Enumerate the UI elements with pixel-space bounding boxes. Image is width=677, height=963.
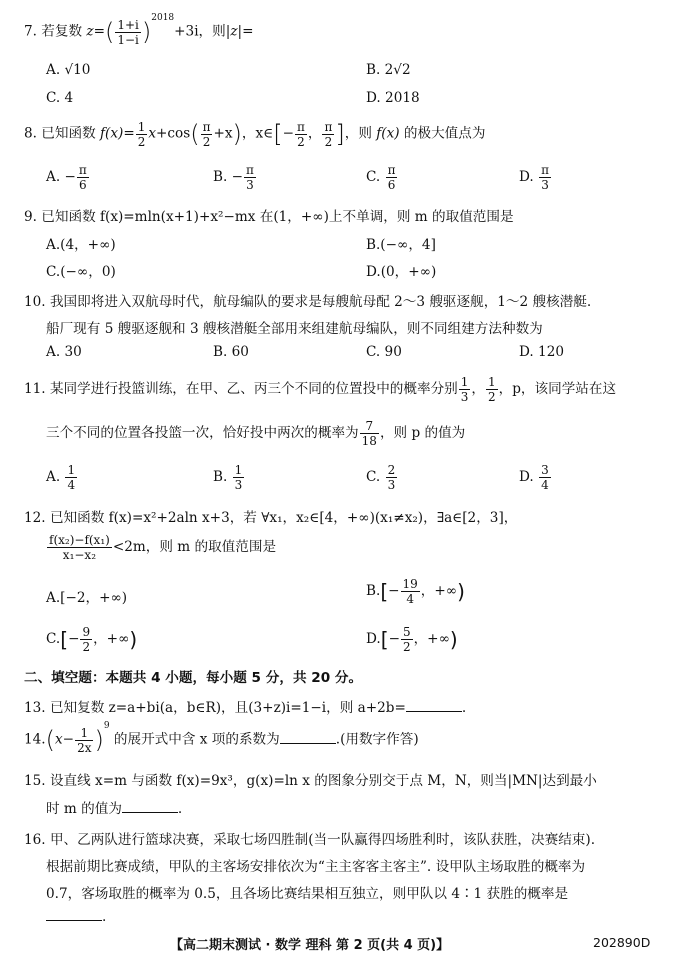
q11-line1: [24, 376, 616, 403]
q11-line2-end: ，则 p 的值为: [379, 425, 466, 441]
q15-line2-text: 时 m 的值为: [46, 801, 122, 817]
q16-line4: [46, 908, 106, 925]
q8-half-den: 2: [137, 134, 146, 149]
q11-frac3: [360, 420, 379, 447]
q16-line3: 0.7，客场取胜的概率为 0.5，且各场比赛结果相互独立，则甲队以 4∶1 获胜的概率是: [46, 886, 569, 902]
q12-option-a: A.[−2，+∞): [46, 590, 128, 606]
q12-option-c-label: C.: [46, 631, 61, 647]
q8-option-d-frac: [539, 164, 551, 191]
q12-option-c-neg: −: [68, 631, 80, 647]
q11-option-c-label: C.: [366, 469, 385, 485]
q8-option-c-den: 6: [387, 178, 396, 192]
q7-stem-prefix: 7. 若复数: [24, 23, 87, 40]
q8-option-d-label: D.: [519, 169, 539, 185]
q8-neg: −: [282, 125, 294, 142]
q8-domain-comma: ，: [307, 125, 322, 142]
q11-option-c: [366, 464, 398, 491]
q12-option-d-open: [: [380, 627, 389, 652]
q11-option-d-frac: [539, 464, 551, 491]
q12-option-b-num: 19: [402, 577, 418, 591]
q11-frac1-den: 3: [460, 390, 469, 404]
q8-option-b-num: π: [246, 163, 254, 177]
q12-option-d: [366, 626, 458, 653]
q7-stem: [24, 12, 254, 47]
q8-bracket-close: ]: [335, 120, 345, 148]
q7-exponent: 2018: [151, 12, 175, 23]
q8-cos-arg: +x: [213, 125, 233, 142]
q8-domain-high-num: π: [324, 119, 333, 134]
q12-option-c: [46, 626, 137, 653]
q7-stem-end: =: [242, 23, 254, 40]
q12-option-d-tail: ，+∞: [413, 631, 450, 647]
q11-line2-prefix: 三个不同的位置各投篮一次，恰好投中两次的概率为: [46, 425, 359, 441]
q8-option-c-frac: [386, 164, 398, 191]
q8-x: x: [148, 125, 157, 142]
q8-option-c: [366, 164, 398, 191]
q8-domain-high: [322, 121, 334, 148]
q8-domain-low-num: π: [296, 119, 305, 134]
q12-option-d-neg: −: [388, 631, 400, 647]
q9-option-a: A.(4，+∞): [46, 237, 116, 253]
q7-paren-close: ): [141, 18, 152, 46]
q12-option-d-den: 2: [402, 640, 411, 654]
q7-stem-mid: +3i，则: [174, 23, 226, 40]
q12-option-c-frac: [80, 626, 92, 653]
q11-option-b: [213, 464, 245, 491]
q14-stem: [24, 720, 419, 755]
q11-option-a-label: A.: [46, 469, 65, 485]
q12-line2-text: <2m，则 m 的取值范围是: [112, 539, 277, 555]
q12-option-c-open: [: [60, 627, 69, 652]
q14-exponent: 9: [103, 720, 110, 731]
q11-option-d-label: D.: [519, 469, 539, 485]
q14-text-end: .(用数字作答): [335, 731, 419, 748]
q11-option-b-label: B.: [213, 469, 232, 485]
q12-option-b-tail: ，+∞: [420, 583, 458, 599]
q8-paren-open: (: [190, 120, 200, 148]
q8-pi-half-den: 2: [202, 134, 211, 149]
q12-line2: [46, 534, 276, 561]
q9-option-c: C.(−∞，0): [46, 264, 116, 280]
q14-frac-den: 2x: [77, 740, 92, 755]
q8-stem-end: 的极大值点为: [399, 125, 486, 142]
q8-option-d-num: π: [541, 163, 549, 177]
q12-option-b-frac: [401, 578, 420, 605]
q14-answer-blank[interactable]: [280, 731, 336, 744]
q12-option-c-tail: ，+∞: [93, 631, 130, 647]
q11-option-d: [519, 464, 552, 491]
q7-eq: =: [93, 23, 105, 40]
q16-period: .: [102, 909, 107, 925]
q13-stem: [24, 696, 466, 716]
q10-option-b: B. 60: [213, 344, 249, 360]
q8-domain: ，x∈: [241, 125, 274, 142]
q8-domain-high-den: 2: [324, 134, 333, 149]
q11-option-b-den: 3: [234, 478, 243, 492]
q7-frac-num: 1+i: [117, 17, 139, 32]
q8-option-a: [46, 164, 90, 191]
q10-line2: 船厂现有 5 艘驱逐舰和 3 艘核潜艇全部用来组建航母编队，则不同组建方法种数为: [46, 321, 543, 337]
q12-option-d-close: ): [449, 627, 458, 652]
q15-line2: [46, 797, 182, 817]
q11-option-d-den: 4: [541, 478, 549, 492]
q12-option-b-open: [: [380, 579, 389, 604]
q8-domain-low-den: 2: [297, 134, 305, 149]
q9-option-b: B.(−∞，4]: [366, 237, 436, 253]
q12-option-d-label: D.: [366, 631, 381, 647]
q14-label: 14.: [24, 731, 46, 748]
q7-paren-open: (: [104, 18, 115, 46]
q11-line2: [46, 420, 465, 447]
q8-option-d-den: 3: [541, 178, 549, 192]
q11-option-b-num: 1: [234, 463, 243, 477]
q11-option-a-frac: [65, 464, 77, 491]
q8-option-a-num: π: [78, 163, 87, 177]
q12-frac-den: x₁−x₂: [62, 548, 97, 562]
q8-stem-prefix: 8. 已知函数: [24, 125, 100, 142]
q11-option-c-num: 2: [387, 463, 396, 477]
q11-option-c-frac: [386, 464, 398, 491]
q13-answer-blank[interactable]: [406, 699, 462, 712]
q12-option-c-close: ): [129, 627, 138, 652]
exam-code: 202890D: [593, 935, 651, 950]
q8-option-b-frac: [244, 164, 256, 191]
q14-expr: x−: [55, 731, 75, 748]
q8-half: [136, 121, 148, 148]
q7-var: z: [86, 23, 94, 40]
q14-text: 的展开式中含 x 项的系数为: [113, 731, 280, 748]
q11-frac1-num: 1: [460, 375, 469, 389]
q12-option-c-den: 2: [82, 640, 91, 654]
q8-option-b-den: 3: [246, 178, 254, 192]
q10-option-a: A. 30: [46, 344, 82, 360]
q9-option-d: D.(0，+∞): [366, 264, 437, 280]
q11-option-d-num: 3: [541, 463, 549, 477]
q8-option-a-frac: [77, 164, 89, 191]
q11-stem-prefix: 11. 某同学进行投篮训练，在甲、乙、丙三个不同的位置投中的概率分别: [24, 381, 458, 397]
q11-frac2-num: 1: [487, 375, 496, 389]
q11-option-c-den: 3: [387, 478, 396, 492]
q10-line1: 10. 我国即将进入双航母时代，航母编队的要求是每艘航母配 2～3 艘驱逐舰，1～2 艘核潜艇.: [24, 294, 592, 310]
q16-line1: 16. 甲、乙两队进行篮球决赛，采取七场四胜制(当一队赢得四场胜利时，该队获胜，决赛结束).: [24, 832, 596, 848]
q8-option-b: [213, 164, 257, 191]
q15-answer-blank[interactable]: [122, 800, 178, 813]
q11-frac3-den: 18: [361, 434, 377, 448]
q8-cos: +cos: [156, 125, 191, 142]
q8-option-c-num: π: [387, 163, 396, 177]
q12-line1: 12. 已知函数 f(x)=x²+2aln x+3，若 ∀x₁，x₂∈[4，+∞)(x₁≠x₂)，∃a∈[2，3]，: [24, 510, 518, 526]
q16-answer-blank[interactable]: [46, 908, 102, 921]
q10-option-d: D. 120: [519, 344, 565, 360]
q10-option-c: C. 90: [366, 344, 402, 360]
q15-period: .: [177, 801, 183, 817]
q8-pi-half-num: π: [202, 119, 211, 134]
q11-option-a-den: 4: [67, 478, 76, 492]
q8-option-a-label: A. −: [46, 169, 76, 185]
q11-frac3-num: 7: [360, 420, 379, 434]
q15-line1: 15. 设直线 x=m 与函数 f(x)=9x³，g(x)=ln x 的图象分别交于点 M，N，则当|MN|达到最小: [24, 773, 597, 789]
q12-option-b: [366, 578, 465, 605]
q7-option-b: B. 2√2: [366, 62, 411, 78]
q7-option-c: C. 4: [46, 90, 74, 106]
q12-option-b-den: 4: [406, 592, 414, 606]
q11-frac2: [486, 376, 498, 403]
q11-option-a-num: 1: [67, 463, 76, 477]
q9-stem: 9. 已知函数 f(x)=mln(x+1)+x²−mx 在(1，+∞)上不单调，则 m 的取值范围是: [24, 209, 514, 225]
q11-frac2-den: 2: [487, 390, 496, 404]
q8-fx2: f(x): [376, 125, 400, 142]
q12-option-c-num: 9: [82, 625, 91, 639]
q14-paren-open: (: [45, 726, 55, 754]
q11-stem-end: ，p，该同学站在这: [498, 381, 617, 397]
q12-option-d-num: 5: [402, 625, 411, 639]
q12-option-b-label: B.: [366, 583, 381, 599]
q13-text: 13. 已知复数 z=a+bi(a，b∈R)，且(3+z)i=1−i，则 a+2b=: [24, 700, 406, 716]
q14-frac-num: 1: [75, 727, 93, 741]
q8-domain-low: [295, 121, 307, 148]
q7-fraction: [115, 19, 141, 46]
q8-option-c-label: C.: [366, 169, 385, 185]
q8-stem-mid: ，则: [344, 125, 377, 142]
q8-option-b-label: B. −: [213, 169, 244, 185]
q8-option-a-den: 6: [78, 178, 87, 192]
q8-fx: f(x): [100, 125, 124, 142]
q8-paren-close: ): [232, 120, 242, 148]
q13-period: .: [461, 700, 467, 716]
q11-sep: ，: [471, 381, 485, 397]
q12-option-b-neg: −: [388, 583, 400, 599]
q7-frac-den: 1−i: [117, 32, 139, 47]
q14-fraction: [75, 727, 93, 754]
q8-stem: [24, 120, 485, 148]
q8-pi-half: [201, 121, 213, 148]
q16-line2: 根据前期比赛成绩，甲队的主客场安排依次为“主主客客主客主”. 设甲队主场取胜的概率为: [46, 859, 586, 875]
q7-option-d: D. 2018: [366, 90, 420, 106]
q7-option-a: A. √10: [46, 62, 91, 78]
q8-bracket-open: [: [273, 120, 283, 148]
q7-abs: |z|: [225, 23, 243, 40]
q11-option-a: [46, 464, 78, 491]
q12-fraction: [47, 534, 112, 561]
q11-option-b-frac: [233, 464, 245, 491]
q8-half-num: 1: [137, 119, 146, 134]
q12-option-d-frac: [401, 626, 413, 653]
q11-frac1: [459, 376, 471, 403]
section-fill-in-heading: 二、填空题：本题共 4 小题，每小题 5 分，共 20 分。: [24, 670, 363, 686]
q8-eq: =: [123, 125, 135, 142]
page-footer: 【高二期末测试 · 数学 理科 第 2 页(共 4 页)】: [170, 938, 450, 953]
q8-option-d: [519, 164, 552, 191]
q14-paren-close: ): [94, 726, 104, 754]
q12-frac-num: f(x₂)−f(x₁): [49, 533, 110, 547]
q12-option-b-close: ): [457, 579, 465, 604]
